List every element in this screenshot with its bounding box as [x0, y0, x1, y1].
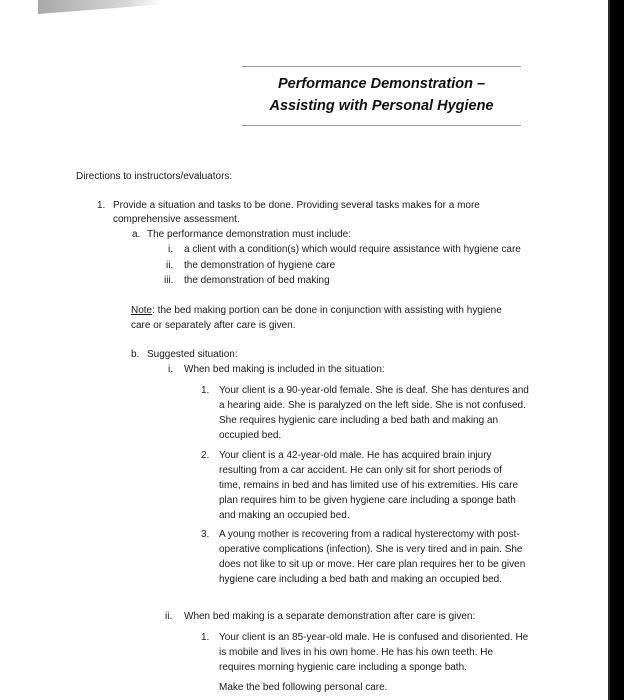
title-line-1: Performance Demonstration – [277, 76, 486, 92]
directions-heading: Directions to instructors/evaluators: [76, 171, 233, 182]
title-bottom-rule [242, 125, 521, 126]
title-top-rule [242, 66, 521, 67]
item-1-text-line-1: Provide a situation and tasks to be done. Providing several tasks makes for a more [113, 200, 480, 211]
scenario-1-line: Your client is a 90-year-old female. She is deaf. She has dentures and [219, 385, 529, 396]
page-right-border [610, 0, 624, 700]
title-line-2: Assisting with Personal Hygiene [269, 98, 494, 114]
scenario-1-line: She requires hygienic care including a bed bath and making an [219, 415, 499, 426]
scenario-4-line: Your client is an 85-year-old male. He is confused and disoriented. He [219, 632, 529, 643]
scenario-1-line: occupied bed. [219, 430, 282, 441]
situation-i-marker: i. [168, 364, 173, 375]
item-1b-text: Suggested situation: [147, 349, 238, 360]
scenario-1-line: a hearing aide. She is paralyzed on the left side. She is not confused. [219, 400, 526, 411]
situation-ii-marker: ii. [165, 611, 173, 622]
requirement-3-text: the demonstration of bed making [184, 275, 330, 286]
scenario-1-marker: 1. [201, 385, 210, 396]
note-label: Note [131, 305, 153, 316]
item-1-text-line-2: comprehensive assessment. [113, 214, 240, 225]
note-line-2: care or separately after care is given. [131, 320, 296, 331]
item-1a-marker: a. [132, 229, 141, 240]
scenario-2-line: plan requires him to be given hygiene care including a sponge bath [219, 495, 516, 506]
scan-corner-shadow [38, 0, 163, 14]
note-line-1-text: : the bed making portion can be done in conjunction with assisting with hygiene [152, 305, 502, 316]
scenario-3-line: hygiene care including a bed bath and making an occupied bed. [219, 574, 502, 585]
requirement-1-text: a client with a condition(s) which would require assistance with hygiene care [184, 244, 521, 255]
item-1-marker: 1. [97, 200, 106, 211]
document-title [242, 73, 521, 117]
requirement-1-marker: i. [168, 244, 173, 255]
scenario-3-line: A young mother is recovering from a radical hysterectomy with post- [219, 529, 520, 540]
scenario-3-marker: 3. [201, 529, 210, 540]
scenario-2-line: Your client is a 42-year-old male. He has acquired brain injury [219, 450, 492, 461]
requirement-2-marker: ii. [166, 260, 174, 271]
scenario-4-marker: 1. [201, 632, 210, 643]
requirement-2-text: the demonstration of hygiene care [184, 260, 336, 271]
item-1b-marker: b. [131, 349, 140, 360]
situation-ii-text: When bed making is a separate demonstration after care is given: [184, 611, 476, 622]
scenario-3-line: operative complications (infection). She is very tired and in pain. She [219, 544, 523, 555]
requirement-3-marker: iii. [164, 275, 174, 286]
note-line-1 [131, 303, 502, 318]
scenario-2-line: resulting from a car accident. He can only sit for short periods of [219, 465, 502, 476]
scenario-3-line: does not like to sit up or move. Her care plan requires her to be given [219, 559, 526, 570]
scenario-2-marker: 2. [201, 450, 210, 461]
item-1a-text: The performance demonstration must include: [147, 229, 351, 240]
closing-instruction: Make the bed following personal care. [219, 682, 388, 693]
scenario-4-line: is mobile and lives in his own home. He has his own teeth. He [219, 647, 494, 658]
scenario-4-line: requires morning hygienic care including a sponge bath. [219, 662, 467, 673]
scenario-2-line: time, remains in bed and has limited use of his extremities. His care [219, 480, 519, 491]
scenario-2-line: and making an occupied bed. [219, 510, 350, 521]
situation-i-text: When bed making is included in the situation: [184, 364, 385, 375]
